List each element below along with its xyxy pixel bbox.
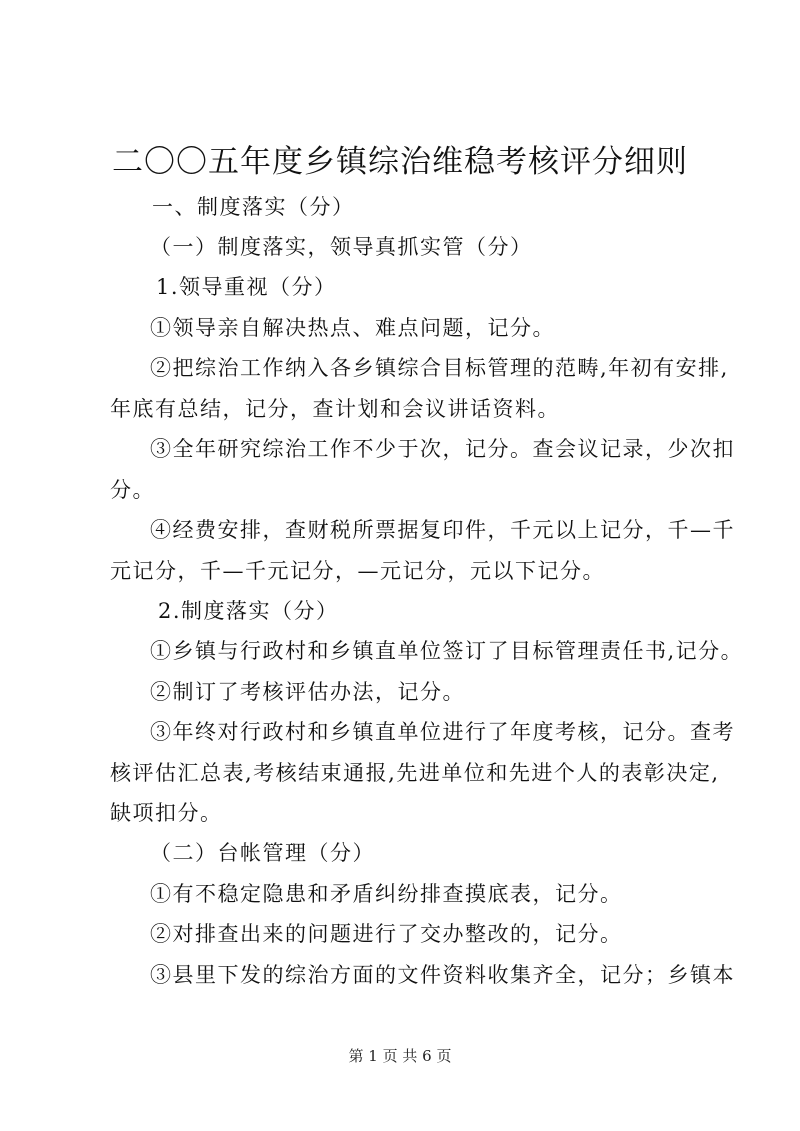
document-title: 二〇〇五年度乡镇综治维稳考核评分细则 [112, 144, 688, 180]
paragraph-line: ①领导亲自解决热点、难点问题，记分。 [150, 316, 555, 340]
paragraph-line: ②把综治工作纳入各乡镇综合目标管理的范畴,年初有安排, [150, 356, 729, 380]
section-heading: 一、制度落实（分） [152, 195, 355, 219]
paragraph-line: ①乡镇与行政村和乡镇直单位签订了目标管理责任书,记分。 [150, 639, 744, 663]
paragraph-line: ②对排查出来的问题进行了交办整改的，记分。 [150, 922, 623, 946]
paragraph-line: 分。 [110, 478, 155, 502]
paragraph-line: 缺项扣分。 [110, 801, 223, 825]
subsection-heading: （二）台帐管理（分） [150, 841, 375, 865]
paragraph-line: 核评估汇总表,考核结束通报,先进单位和先进个人的表彰决定, [110, 761, 720, 785]
paragraph-line: ①有不稳定隐患和矛盾纠纷排查摸底表，记分。 [150, 882, 623, 906]
paragraph-line: ③全年研究综治工作不少于次，记分。查会议记录，少次扣 [150, 437, 735, 461]
paragraph-line: 元记分，千—千元记分，—元记分，元以下记分。 [110, 559, 605, 583]
paragraph-line: ③年终对行政村和乡镇直单位进行了年度考核，记分。查考 [150, 720, 735, 744]
paragraph-line: ②制订了考核评估办法，记分。 [150, 680, 465, 704]
paragraph-line: ③县里下发的综治方面的文件资料收集齐全，记分；乡镇本 [150, 963, 735, 987]
paragraph-line: 年底有总结，记分，查计划和会议讲话资料。 [110, 397, 560, 421]
item-heading: 1.领导重视（分） [156, 275, 337, 299]
subsection-heading: （一）制度落实，领导真抓实管（分） [150, 235, 533, 259]
item-heading: 2.制度落实（分） [158, 599, 339, 623]
paragraph-line: ④经费安排，查财税所票据复印件，千元以上记分，千—千 [150, 518, 735, 542]
page-footer: 第 1 页 共 6 页 [348, 1047, 452, 1065]
